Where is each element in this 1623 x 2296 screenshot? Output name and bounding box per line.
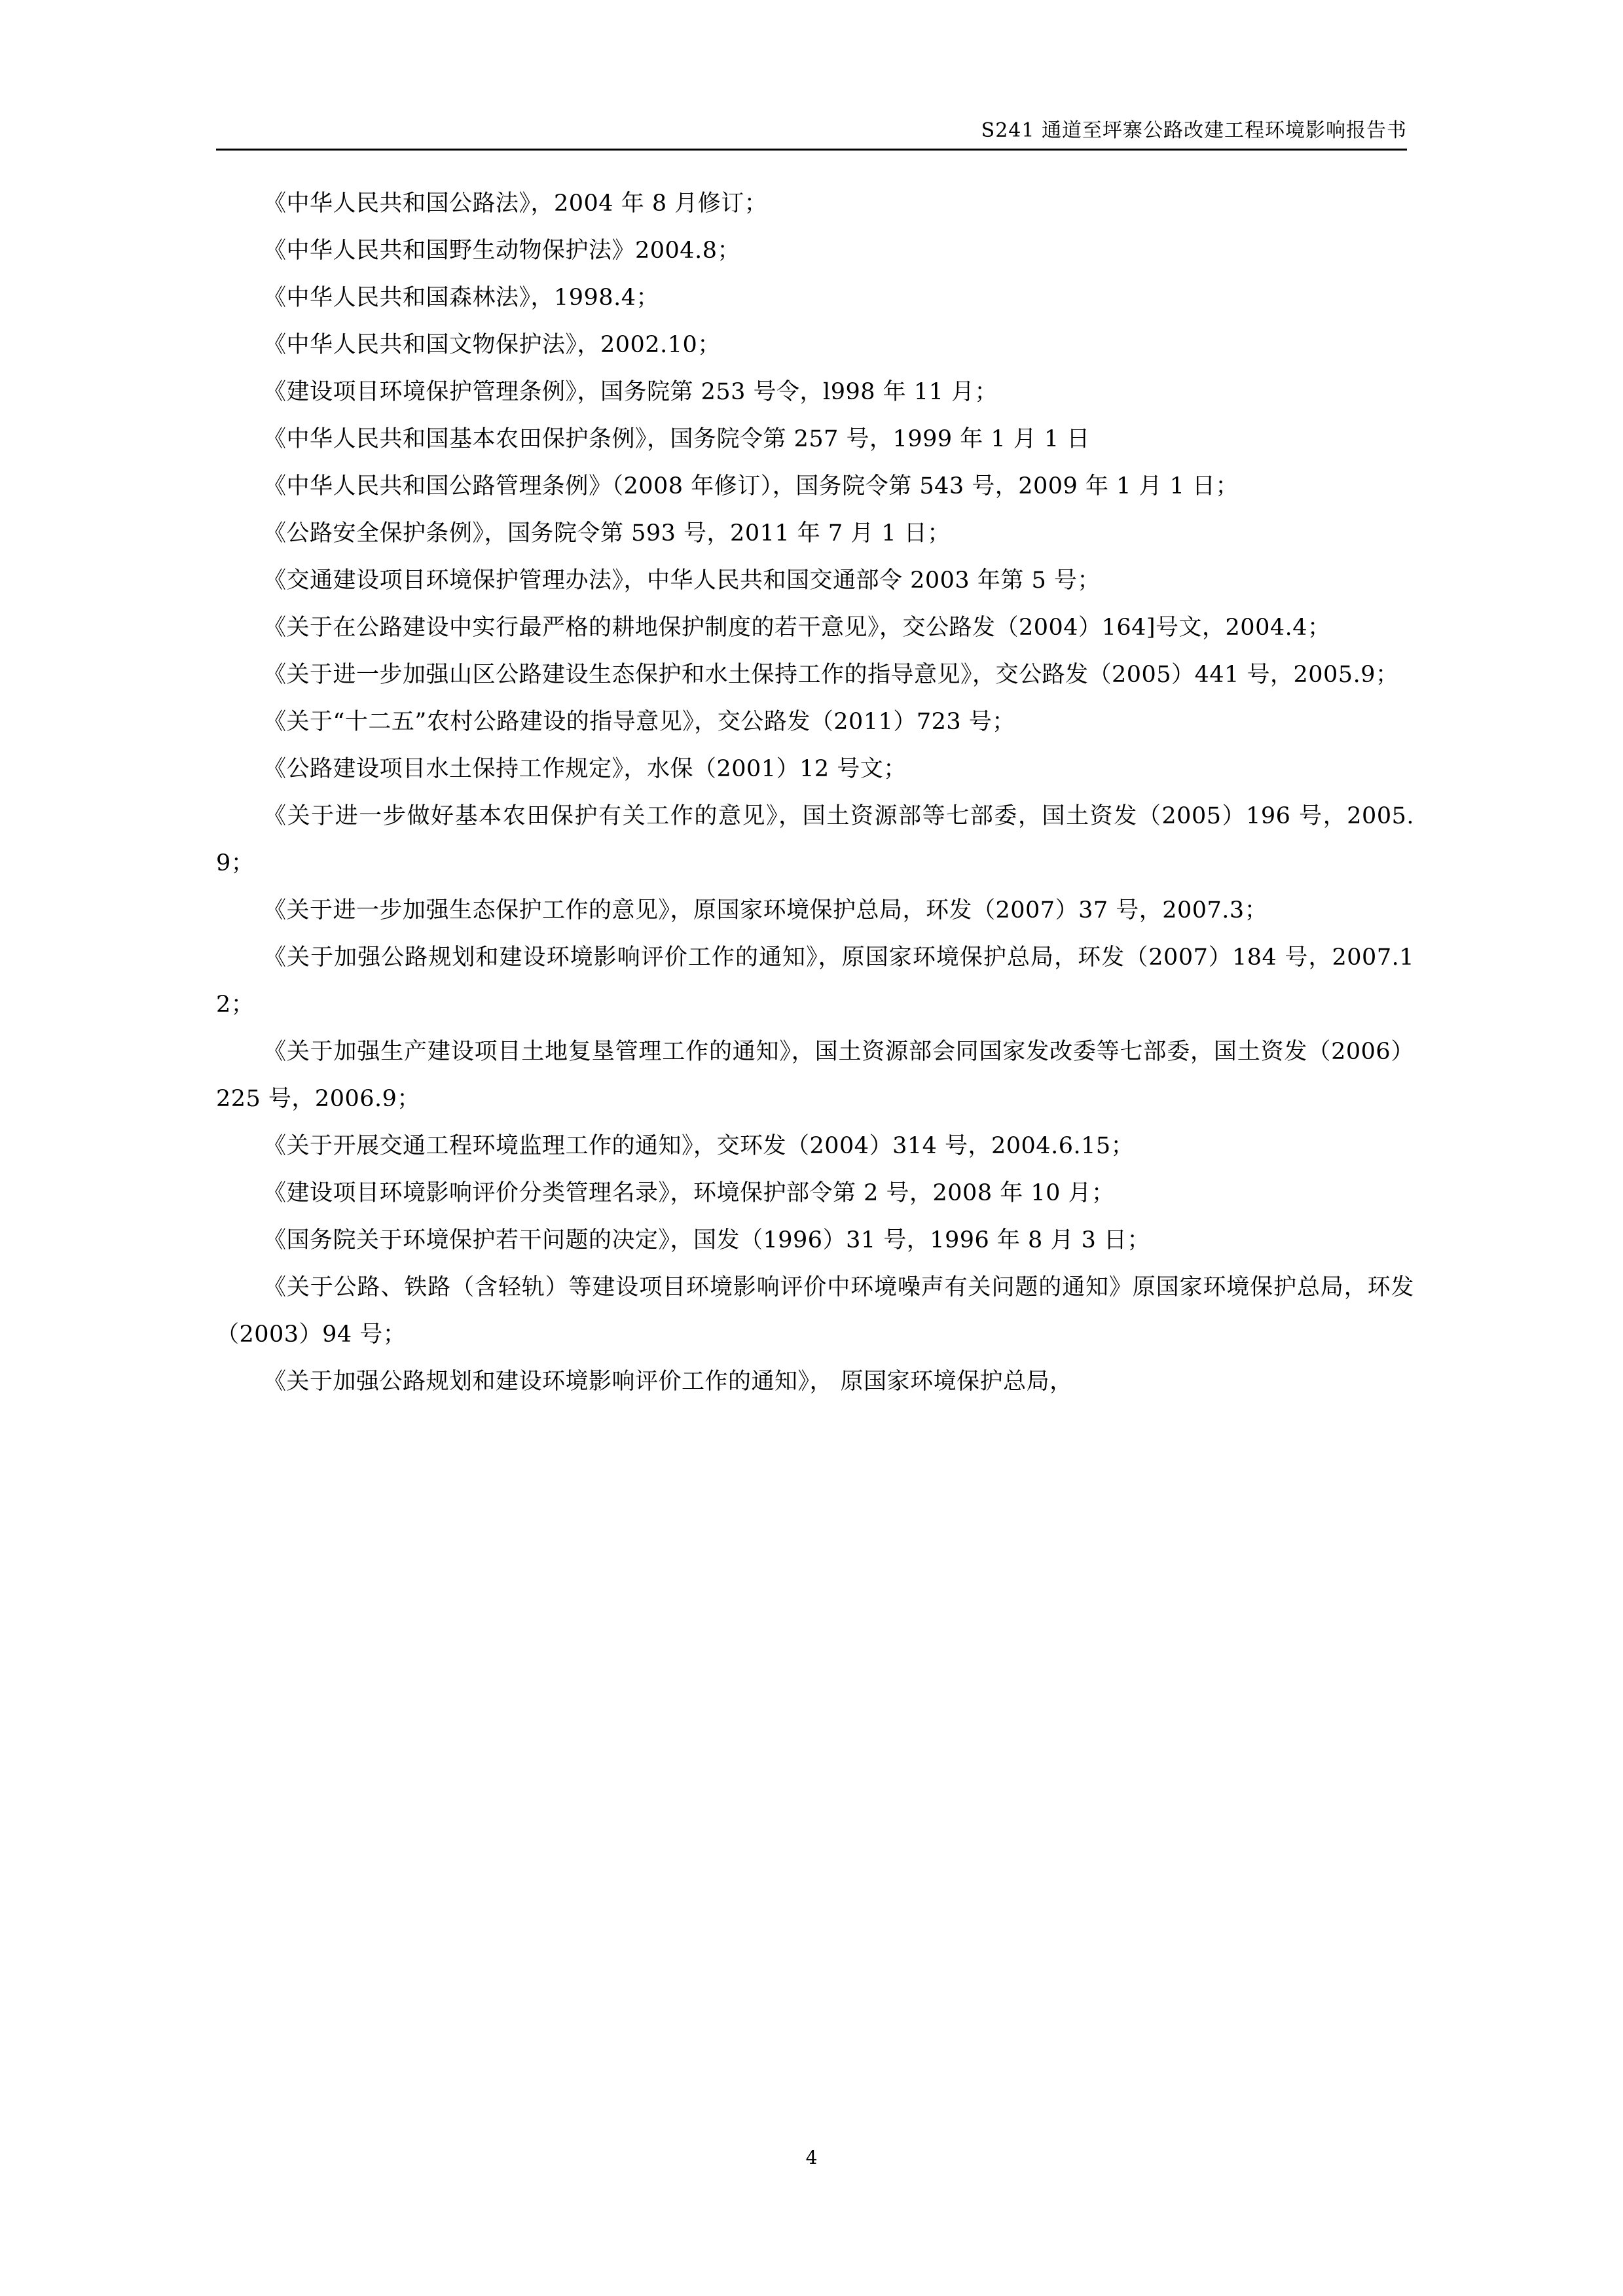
paragraph: 《中华人民共和国公路法》，2004 年 8 月修订； (263, 190, 768, 217)
paragraph: 《关于公路、铁路（含轻轨）等建设项目环境影响评价中环境噪声有关问题的通知》原国家环境保护总局，环发（2003）94 号； (216, 1274, 1414, 1348)
page-footer (0, 2147, 1623, 2168)
document-body (216, 180, 1414, 1405)
paragraph: 《中华人民共和国公路管理条例》（2008 年修订），国务院令第 543 号，2009 年 1 月 1 日； (263, 473, 1239, 499)
paragraph: 《建设项目环境影响评价分类管理名录》，环境保护部令第 2 号，2008 年 10 月； (263, 1180, 1115, 1206)
paragraph: 《中华人民共和国文物保护法》，2002.10； (263, 332, 721, 358)
page-header (216, 111, 1407, 151)
paragraph: 《公路建设项目水土保持工作规定》，水保（2001）12 号文； (263, 756, 907, 782)
paragraph: 《关于进一步做好基本农田保护有关工作的意见》，国土资源部等七部委，国土资发（2005）196 号，2005.9； (216, 803, 1414, 876)
paragraph: 《关于开展交通工程环境监理工作的通知》，交环发（2004）314 号，2004.6.15； (263, 1133, 1135, 1159)
paragraph: 《关于进一步加强山区公路建设生态保护和水土保持工作的指导意见》，交公路发（2005）441 号，2005.9； (263, 662, 1399, 688)
paragraph: 《关于加强生产建设项目土地复垦管理工作的通知》，国土资源部会同国家发改委等七部委，国土资发（2006）225 号，2006.9； (216, 1039, 1414, 1112)
paragraph: 《关于在公路建设中实行最严格的耕地保护制度的若干意见》，交公路发（2004）164]号文，2004.4； (263, 615, 1331, 641)
running-title: S241 通道至坪寨公路改建工程环境影响报告书 (981, 119, 1407, 142)
paragraph: 《国务院关于环境保护若干问题的决定》，国发（1996）31 号，1996 年 8 月 3 日； (263, 1227, 1150, 1253)
paragraph: 《中华人民共和国野生动物保护法》2004.8； (263, 238, 740, 264)
paragraph: 《关于“十二五”农村公路建设的指导意见》，交公路发（2011）723 号； (263, 709, 1015, 735)
paragraph: 《交通建设项目环境保护管理办法》，中华人民共和国交通部令 2003 年第 5 号； (263, 567, 1101, 594)
header-divider (216, 149, 1407, 151)
paragraph: 《中华人民共和国森林法》，1998.4； (263, 285, 659, 311)
page-number: 4 (805, 2147, 818, 2168)
paragraph: 《中华人民共和国基本农田保护条例》，国务院令第 257 号，1999 年 1 月 1 日 (263, 426, 1090, 452)
paragraph: 《关于加强公路规划和建设环境影响评价工作的通知》， 原国家环境保护总局， (263, 1369, 1073, 1395)
paragraph: 《公路安全保护条例》，国务院令第 593 号，2011 年 7 月 1 日； (263, 520, 951, 547)
paragraph: 《建设项目环境保护管理条例》，国务院第 253 号令，l998 年 11 月； (263, 379, 998, 405)
paragraph: 《关于加强公路规划和建设环境影响评价工作的通知》，原国家环境保护总局，环发（2007）184 号，2007.12； (216, 944, 1414, 1018)
paragraph: 《关于进一步加强生态保护工作的意见》，原国家环境保护总局，环发（2007）37 号，2007.3； (263, 897, 1268, 924)
